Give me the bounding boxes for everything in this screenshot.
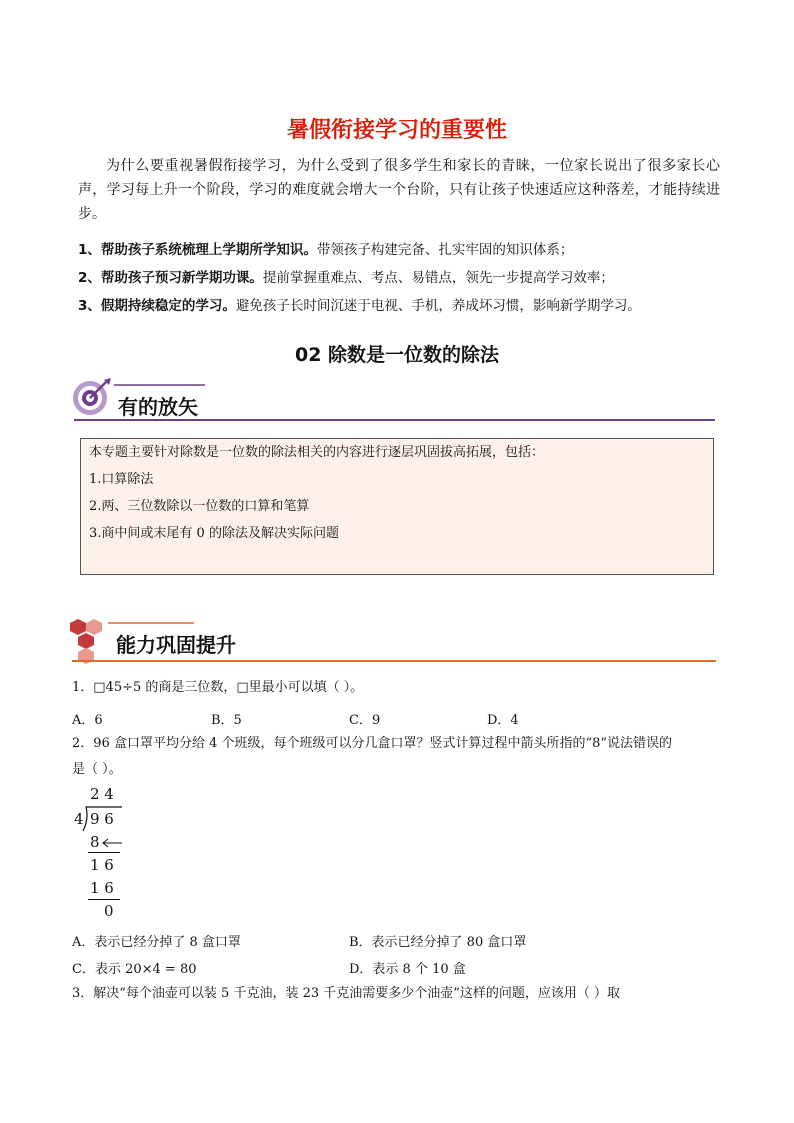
question-2-stem-line1: 2．96 盒口罩平均分给 4 个班级，每个班级可以分几盒口罩？竖式计算过程中箭头所指的“8”说法错误的 [72, 736, 673, 751]
q2-option-d: D．表示 8 个 10 盒 [349, 962, 466, 977]
q2-option-b: B．表示已经分掉了 80 盒口罩 [349, 935, 527, 950]
q1-option-b: B．5 [211, 713, 242, 728]
division-quotient: 2 4 [90, 785, 114, 803]
section1-label: 有的放矢 [118, 395, 198, 419]
topic-item-2: 2.两、三位数除以一位数的口算和笔算 [89, 499, 310, 514]
point-3-lead: 3、假期持续稳定的学习。 [78, 298, 236, 314]
q1-option-d: D．4 [487, 713, 519, 728]
q2-option-c: C．表示 20×4 = 80 [72, 962, 197, 977]
page-title: 暑假衔接学习的重要性 [286, 118, 507, 143]
division-line-1 [88, 852, 120, 853]
q2-option-a: A．表示已经分掉了 8 盒口罩 [72, 935, 241, 950]
question-2-stem-line2: 是（ ）。 [72, 762, 122, 777]
point-1 [78, 238, 738, 258]
division-line-2 [88, 899, 120, 900]
target-icon [73, 378, 111, 415]
intro-paragraph: 为什么要重视暑假衔接学习，为什么受到了很多学生和家长的青睐，一位家长说出了很多家长心声，学习每上升一个阶段，学习的难度就会增大一个台阶，只有让孩子快速适应这种落差，才能持续进步。 [78, 158, 720, 222]
point-3 [78, 294, 738, 314]
q1-option-a: A．6 [72, 713, 103, 728]
division-step-16a: 1 6 [90, 856, 114, 874]
point-2-lead: 2、帮助孩子预习新学期功课。 [78, 270, 263, 286]
point-1-text: 带领孩子构建完备、扎实牢固的知识体系； [316, 242, 574, 258]
division-step-16b: 1 6 [90, 879, 114, 897]
point-3-text: 避免孩子长时间沉迷于电视、手机，养成坏习惯，影响新学期学习。 [235, 298, 641, 314]
point-2-text: 提前掌握重难点、考点、易错点，领先一步提高学习效率； [262, 270, 614, 286]
question-1-stem: 1．□45÷5 的商是三位数，□里最小可以填（ ）。 [72, 680, 364, 695]
point-2 [78, 266, 738, 286]
division-dividend: 9 6 [90, 810, 114, 828]
section2-label: 能力巩固提升 [116, 633, 236, 657]
point-1-lead: 1、帮助孩子系统梳理上学期所学知识。 [78, 242, 317, 258]
topic-box [80, 438, 714, 575]
topic-item-1: 1.口算除法 [89, 472, 154, 487]
lesson-title: 02 除数是一位数的除法 [294, 344, 500, 366]
question-3-stem: 3．解决“每个油壶可以装 5 千克油，装 23 千克油需要多少个油壶”这样的问题，应该用（ ）取 [72, 986, 621, 1001]
division-remainder: 0 [104, 902, 114, 920]
arrow-left-icon [100, 836, 124, 850]
topic-intro: 本专题主要针对除数是一位数的除法相关的内容进行逐层巩固拔高拓展，包括： [89, 445, 545, 460]
q1-option-c: C．9 [349, 713, 381, 728]
hexagon-icon [70, 619, 102, 664]
division-divisor: 4 [74, 810, 84, 828]
topic-item-3: 3.商中间或末尾有 0 的除法及解决实际问题 [89, 526, 339, 541]
division-step-8: 8 [90, 833, 100, 851]
